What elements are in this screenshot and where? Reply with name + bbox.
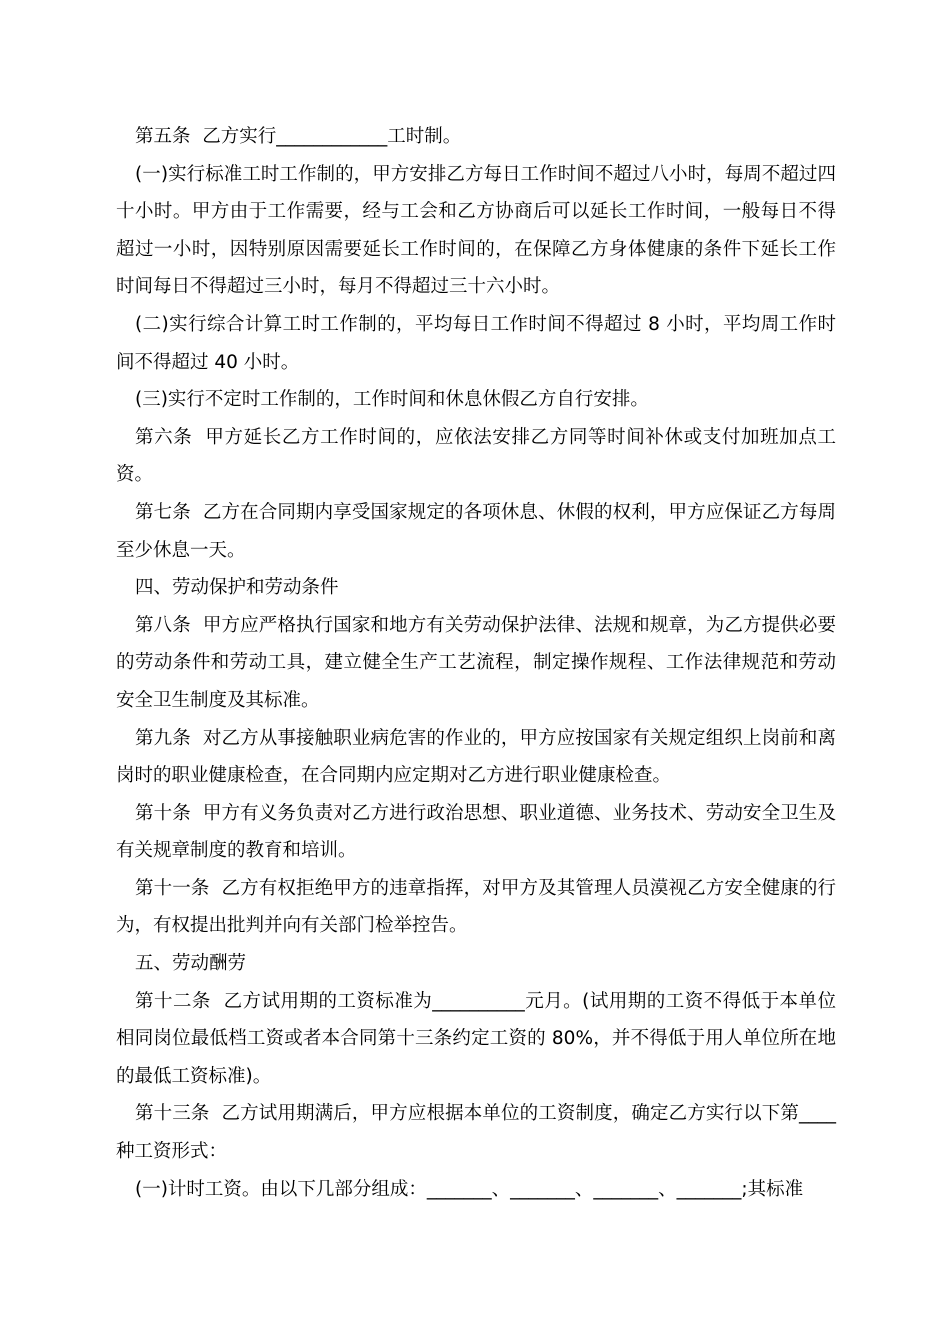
article-10: 第十条 甲方有义务负责对乙方进行政治思想、职业道德、业务技术、劳动安全卫生及有关规章制度的教育和培训。 bbox=[116, 802, 836, 862]
article-5-clause-1: (一)实行标准工时工作制的，甲方安排乙方每日工作时间不超过八小时，每周不超过四十小时。甲方由于工作需要，经与工会和乙方协商后可以延长工作时间，一般每日不得超过一小时，因特别原因需要延长工作时间的，在保障乙方身体健康的条件下延长工作时间每日不得超过三小时，每月不得超过三十六小时。 bbox=[116, 163, 836, 298]
article-6: 第六条 甲方延长乙方工作时间的，应依法安排乙方同等时间补休或支付加班加点工资。 bbox=[116, 426, 836, 486]
article-9: 第九条 对乙方从事接触职业病危害的作业的，甲方应按国家有关规定组织上岗前和离岗时的职业健康检查，在合同期内应定期对乙方进行职业健康检查。 bbox=[116, 727, 836, 787]
article-5-clause-3: (三)实行不定时工作制的，工作时间和休息休假乙方自行安排。 bbox=[135, 389, 649, 411]
article-5-clause-2: (二)实行综合计算工时工作制的，平均每日工作时间不得超过 8 小时，平均周工作时间不得超过 40 小时。 bbox=[116, 313, 836, 373]
article-5: 第五条 乙方实行____________工时制。 bbox=[135, 126, 462, 147]
document-page bbox=[116, 118, 836, 1208]
section-heading-4: 四、劳动保护和劳动条件 bbox=[135, 577, 339, 599]
article-8: 第八条 甲方应严格执行国家和地方有关劳动保护法律、法规和规章，为乙方提供必要的劳动条件和劳动工具，建立健全生产工艺流程，制定操作规程、工作法律规范和劳动安全卫生制度及其标准。 bbox=[116, 614, 836, 711]
article-11: 第十一条 乙方有权拒绝甲方的违章指挥，对甲方及其管理人员漠视乙方安全健康的行为，有权提出批判并向有关部门检举控告。 bbox=[116, 877, 836, 937]
article-13: 第十三条 乙方试用期满后，甲方应根据本单位的工资制度，确定乙方实行以下第____种工资形式： bbox=[116, 1103, 836, 1163]
article-13-clause-1: (一)计时工资。由以下几部分组成：_______、_______、_______、_______;其标准 bbox=[135, 1178, 804, 1200]
article-12: 第十二条 乙方试用期的工资标准为__________元月。(试用期的工资不得低于本单位相同岗位最低档工资或者本合同第十三条约定工资的 80%，并不得低于用人单位所在地的最低工资标准)。 bbox=[116, 990, 836, 1087]
article-7: 第七条 乙方在合同期内享受国家规定的各项休息、休假的权利，甲方应保证乙方每周至少休息一天。 bbox=[116, 501, 836, 561]
section-heading-5: 五、劳动酬劳 bbox=[135, 953, 247, 975]
